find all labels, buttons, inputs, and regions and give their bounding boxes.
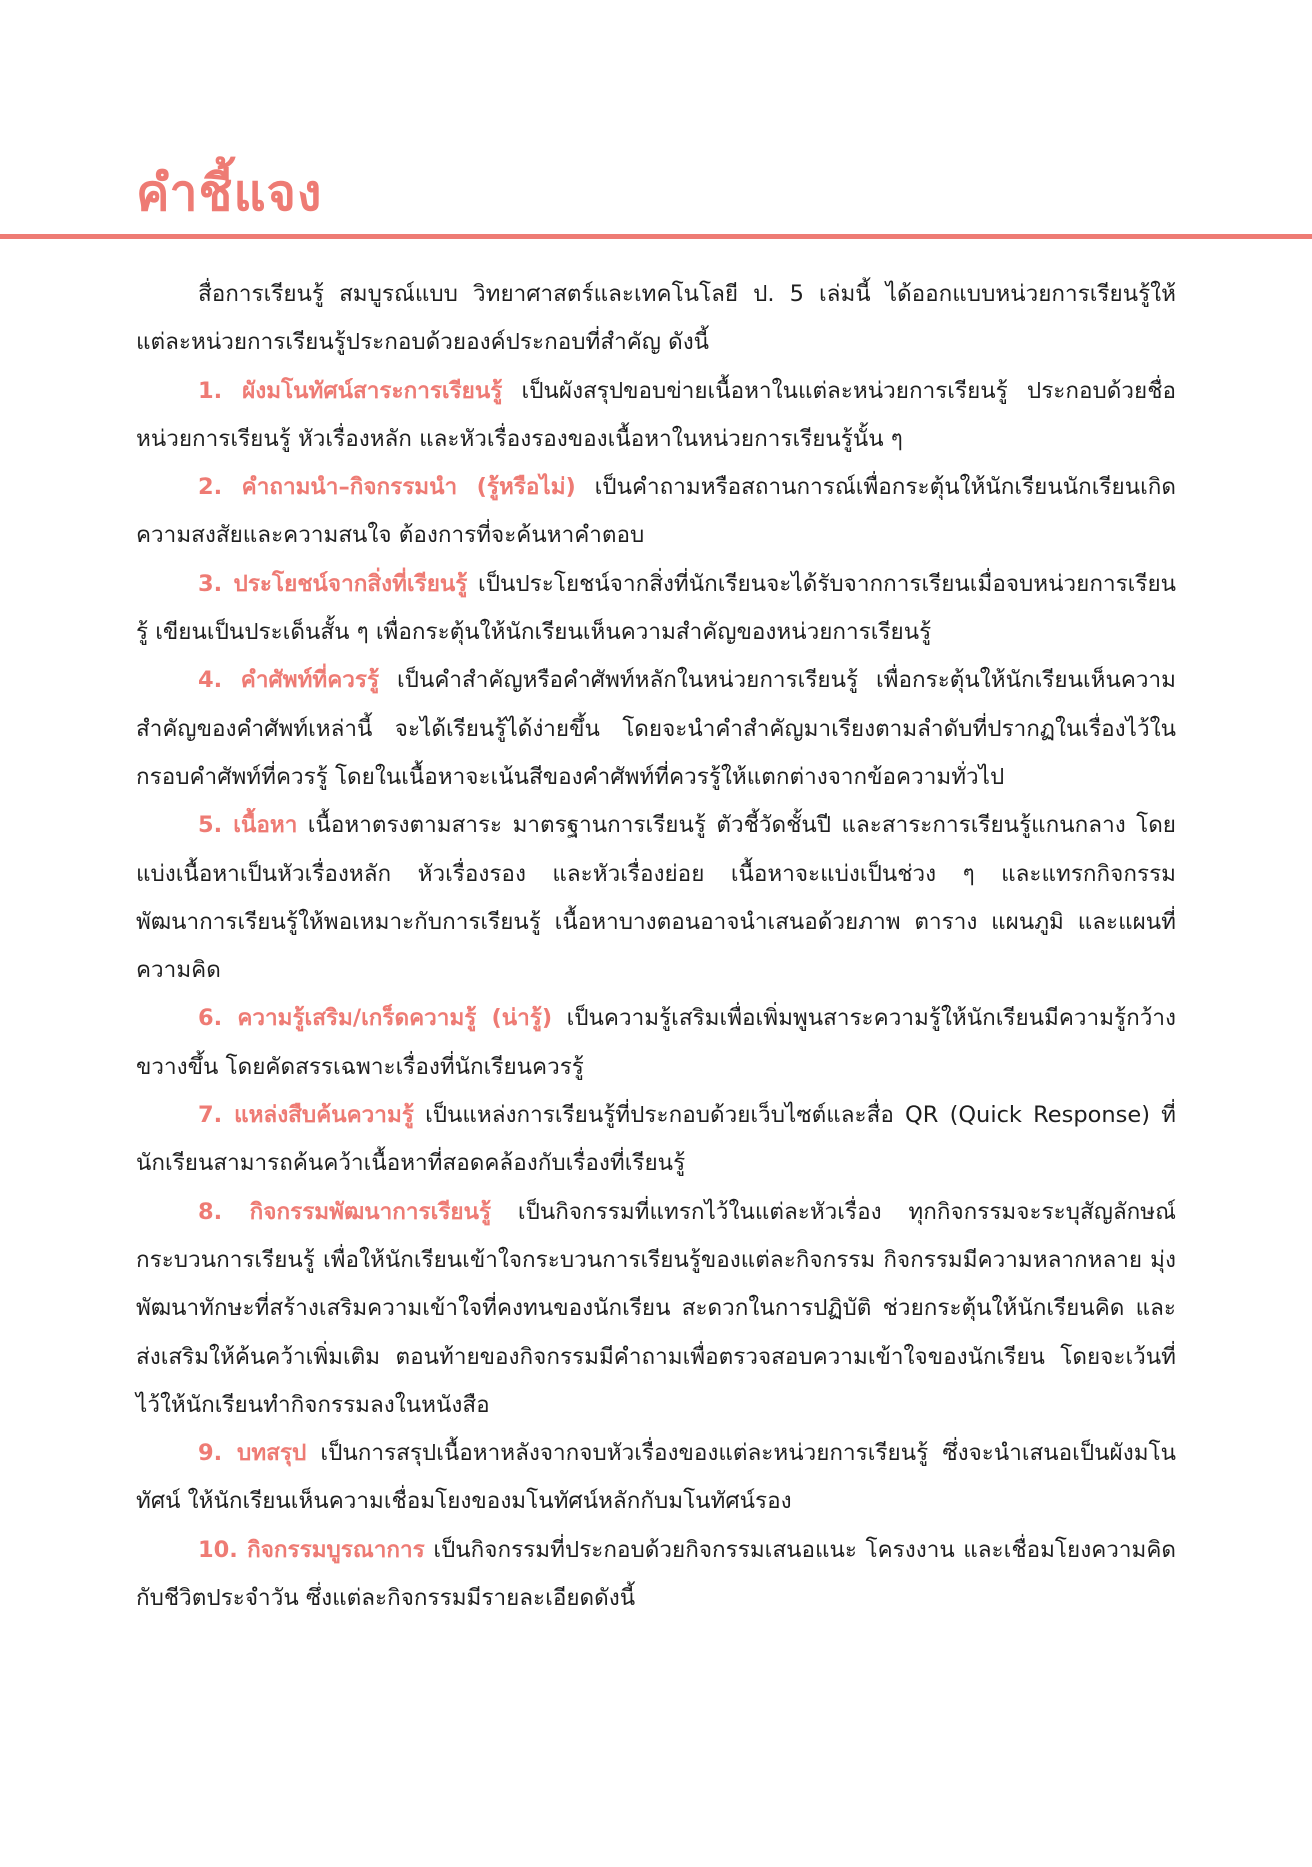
item-8-heading: 8. กิจกรรมพัฒนาการเรียนรู้ — [198, 1198, 492, 1225]
item-6-paragraph — [136, 994, 1176, 1091]
document-body — [136, 270, 1176, 1622]
item-2-heading: 2. คำถามนำ–กิจกรรมนำ (รู้หรือไม่) — [198, 474, 576, 501]
item-7-paragraph — [136, 1091, 1176, 1188]
intro-paragraph — [136, 270, 1176, 367]
item-7-text: เป็นแหล่งการเรียนรู้ที่ประกอบด้วยเว็บไซต์และสื่อ QR (Quick Response) ที่นักเรียนสามารถค้นคว้าเนื้อหาที่สอดคล้องกับเรื่องที่เรียนรู้ — [136, 1102, 1177, 1177]
item-4-paragraph — [136, 656, 1176, 801]
item-10-heading: 10. กิจกรรมบูรณาการ — [198, 1536, 425, 1563]
page-title: คำชี้แจง — [136, 164, 323, 222]
item-2-paragraph — [136, 463, 1176, 560]
item-3-text: เป็นประโยชน์จากสิ่งที่นักเรียนจะได้รับจากการเรียนเมื่อจบหน่วยการเรียนรู้ เขียนเป็นประเด็นสั้น ๆ เพื่อกระตุ้นให้นักเรียนเห็นความสำคัญของหน่วยการเรียนรู้ — [136, 570, 1177, 646]
item-4-heading: 4. คำศัพท์ที่ควรรู้ — [198, 667, 380, 694]
item-1-heading: 1. ผังมโนทัศน์สาระการเรียนรู้ — [198, 377, 503, 404]
item-1-text: เป็นผังสรุปขอบข่ายเนื้อหาในแต่ละหน่วยการเรียนรู้ ประกอบด้วยชื่อหน่วยการเรียนรู้ หัวเรื่องหลัก และหัวเรื่องรองของเนื้อหาในหน่วยการเรียนรู้นั้น ๆ — [136, 377, 1176, 452]
item-6-text: เป็นความรู้เสริมเพื่อเพิ่มพูนสาระความรู้ให้นักเรียนมีความรู้กว้างขวางขึ้น โดยคัดสรรเฉพาะเรื่องที่นักเรียนควรรู้ — [136, 1005, 1176, 1080]
item-9-heading: 9. บทสรุป — [198, 1440, 307, 1467]
item-8-text: เป็นกิจกรรมที่แทรกไว้ในแต่ละหัวเรื่อง ทุกกิจกรรมจะระบุสัญลักษณ์กระบวนการเรียนรู้ เพื่อให้นักเรียนเข้าใจกระบวนการเรียนรู้ของแต่ละกิจกรรม กิจกรรมมีความหลากหลาย มุ่งพัฒนาทักษะที่สร้างเสริมความเข้าใจที่คงทนของนักเรียน สะดวกในการปฏิบัติ ช่วยกระตุ้นให้นักเรียนคิด และส่งเสริมให้ค้นคว้าเพิ่มเติม ตอนท้ายของกิจกรรมมีคำถามเพื่อตรวจสอบความเข้าใจของนักเรียน โดยจะเว้นที่ไว้ให้นักเรียนทำกิจกรรมลงในหนังสือ — [136, 1198, 1177, 1418]
item-9-paragraph — [136, 1429, 1176, 1526]
item-9-text: เป็นการสรุปเนื้อหาหลังจากจบหัวเรื่องของแต่ละหน่วยการเรียนรู้ ซึ่งจะนำเสนอเป็นผังมโนทัศน์ ให้นักเรียนเห็นความเชื่อมโยงของมโนทัศน์หลักกับมโนทัศน์รอง — [136, 1440, 1176, 1515]
intro-text: สื่อการเรียนรู้ สมบูรณ์แบบ วิทยาศาสตร์และเทคโนโลยี ป. 5 เล่มนี้ ได้ออกแบบหน่วยการเรียนรู้ให้แต่ละหน่วยการเรียนรู้ประกอบด้วยองค์ประกอบที่สำคัญ ดังนี้ — [136, 281, 1176, 356]
title-divider — [0, 234, 1312, 239]
item-1-paragraph — [136, 367, 1176, 464]
item-5-heading: 5. เนื้อหา — [198, 812, 298, 839]
item-8-paragraph — [136, 1188, 1176, 1429]
item-3-heading: 3. ประโยชน์จากสิ่งที่เรียนรู้ — [198, 570, 468, 597]
item-3-paragraph — [136, 560, 1176, 657]
item-7-heading: 7. แหล่งสืบค้นความรู้ — [198, 1102, 414, 1129]
item-5-text: เนื้อหาตรงตามสาระ มาตรฐานการเรียนรู้ ตัวชี้วัดชั้นปี และสาระการเรียนรู้แกนกลาง โดยแบ่งเนื้อหาเป็นหัวเรื่องหลัก หัวเรื่องรอง และหัวเรื่องย่อย เนื้อหาจะแบ่งเป็นช่วง ๆ และแทรกกิจกรรมพัฒนาการเรียนรู้ให้พอเหมาะกับการเรียนรู้ เนื้อหาบางตอนอาจนำเสนอด้วยภาพ ตาราง แผนภูมิ และแผนที่ความคิด — [136, 812, 1176, 984]
item-2-text: เป็นคำถามหรือสถานการณ์เพื่อกระตุ้นให้นักเรียนนักเรียนเกิดความสงสัยและความสนใจ ต้องการที่จะค้นหาคำตอบ — [136, 474, 1177, 549]
item-10-paragraph — [136, 1526, 1176, 1623]
item-10-text: เป็นกิจกรรมที่ประกอบด้วยกิจกรรมเสนอแนะ โครงงาน และเชื่อมโยงความคิดกับชีวิตประจำวัน ซึ่งแต่ละกิจกรรมมีรายละเอียดดังนี้ — [136, 1536, 1177, 1612]
item-6-heading: 6. ความรู้เสริม/เกร็ดความรู้ (น่ารู้) — [198, 1005, 553, 1032]
item-4-text: เป็นคำสำคัญหรือคำศัพท์หลักในหน่วยการเรียนรู้ เพื่อกระตุ้นให้นักเรียนเห็นความสำคัญของคำศัพท์เหล่านี้ จะได้เรียนรู้ได้ง่ายขึ้น โดยจะนำคำสำคัญมาเรียงตามลำดับที่ปรากฏในเรื่องไว้ในกรอบคำศัพท์ที่ควรรู้ โดยในเนื้อหาจะเน้นสีของคำศัพท์ที่ควรรู้ให้แตกต่างจากข้อความทั่วไป — [136, 667, 1176, 790]
item-5-paragraph — [136, 801, 1176, 994]
